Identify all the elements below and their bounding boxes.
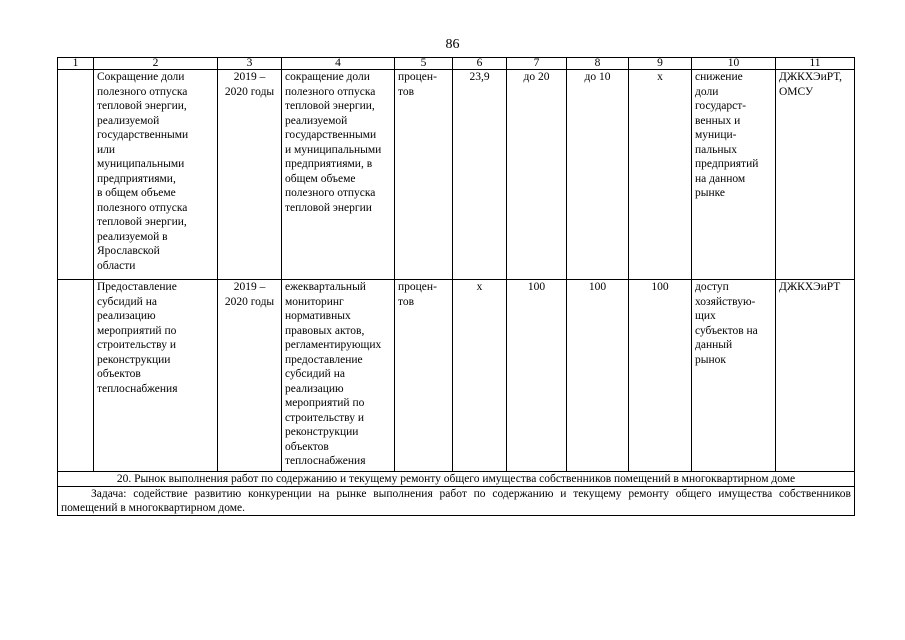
- unit-cell: процен- тов: [395, 70, 453, 280]
- responsible-cell: ДЖКХЭиРТ: [776, 280, 855, 472]
- unit-cell: процен- тов: [395, 280, 453, 472]
- measure-name-cell: Предоставление субсидий на реализацию мероприятий по строительству и реконструкции объектов теплоснабжения: [94, 280, 218, 472]
- indicator-cell: ежеквартальный мониторинг нормативных правовых актов, регламентирующих предоставление субсидий на реализацию мероприятий по строительству и реконструкции объектов теплоснабжения: [282, 280, 395, 472]
- column-number: 6: [453, 58, 507, 70]
- result-cell: снижение доли государст- венных и муници- пальных предприятий на данном рынке: [692, 70, 776, 280]
- column-number: 4: [282, 58, 395, 70]
- table-row: [58, 70, 855, 280]
- column-number: 5: [395, 58, 453, 70]
- column-number: 10: [692, 58, 776, 70]
- column-number-row: [58, 58, 855, 70]
- value-cell: х: [453, 280, 507, 472]
- column-number: 2: [94, 58, 218, 70]
- column-number: 9: [629, 58, 692, 70]
- section-title: 20. Рынок выполнения работ по содержанию и текущему ремонту общего имущества собственников помещений в многоквартирном доме: [58, 472, 855, 487]
- column-number: 11: [776, 58, 855, 70]
- column-number: 7: [507, 58, 567, 70]
- row-index-cell: [58, 280, 94, 472]
- column-number: 3: [218, 58, 282, 70]
- result-cell: доступ хозяйствую- щих субъектов на данный рынок: [692, 280, 776, 472]
- value-cell: 23,9: [453, 70, 507, 280]
- measures-table: [57, 57, 855, 516]
- task-text: Задача: содействие развитию конкуренции на рынке выполнения работ по содержанию и текущему ремонту общего имущества собственников помещений в многоквартирном доме.: [61, 488, 851, 514]
- period-cell: 2019 – 2020 годы: [218, 280, 282, 472]
- table-row: [58, 280, 855, 472]
- value-cell: х: [629, 70, 692, 280]
- section-row: [58, 472, 855, 487]
- task-cell: [58, 487, 855, 516]
- row-index-cell: [58, 70, 94, 280]
- value-cell: 100: [567, 280, 629, 472]
- column-number: 8: [567, 58, 629, 70]
- responsible-cell: ДЖКХЭиРТ, ОМСУ: [776, 70, 855, 280]
- value-cell: 100: [629, 280, 692, 472]
- measure-name-cell: Сокращение доли полезного отпуска тепловой энергии, реализуемой государственными или муниципальными предприятиями, в общем объеме полезного отпуска тепловой энергии, реализуемой в Ярославской области: [94, 70, 218, 280]
- value-cell: 100: [507, 280, 567, 472]
- period-cell: 2019 – 2020 годы: [218, 70, 282, 280]
- column-number: 1: [58, 58, 94, 70]
- page-number: 86: [445, 37, 460, 52]
- value-cell: до 20: [507, 70, 567, 280]
- value-cell: до 10: [567, 70, 629, 280]
- task-row: [58, 487, 855, 516]
- indicator-cell: сокращение доли полезного отпуска тепловой энергии, реализуемой государственными и муниципальными предприятиями, в общем объеме полезного отпуска тепловой энергии: [282, 70, 395, 280]
